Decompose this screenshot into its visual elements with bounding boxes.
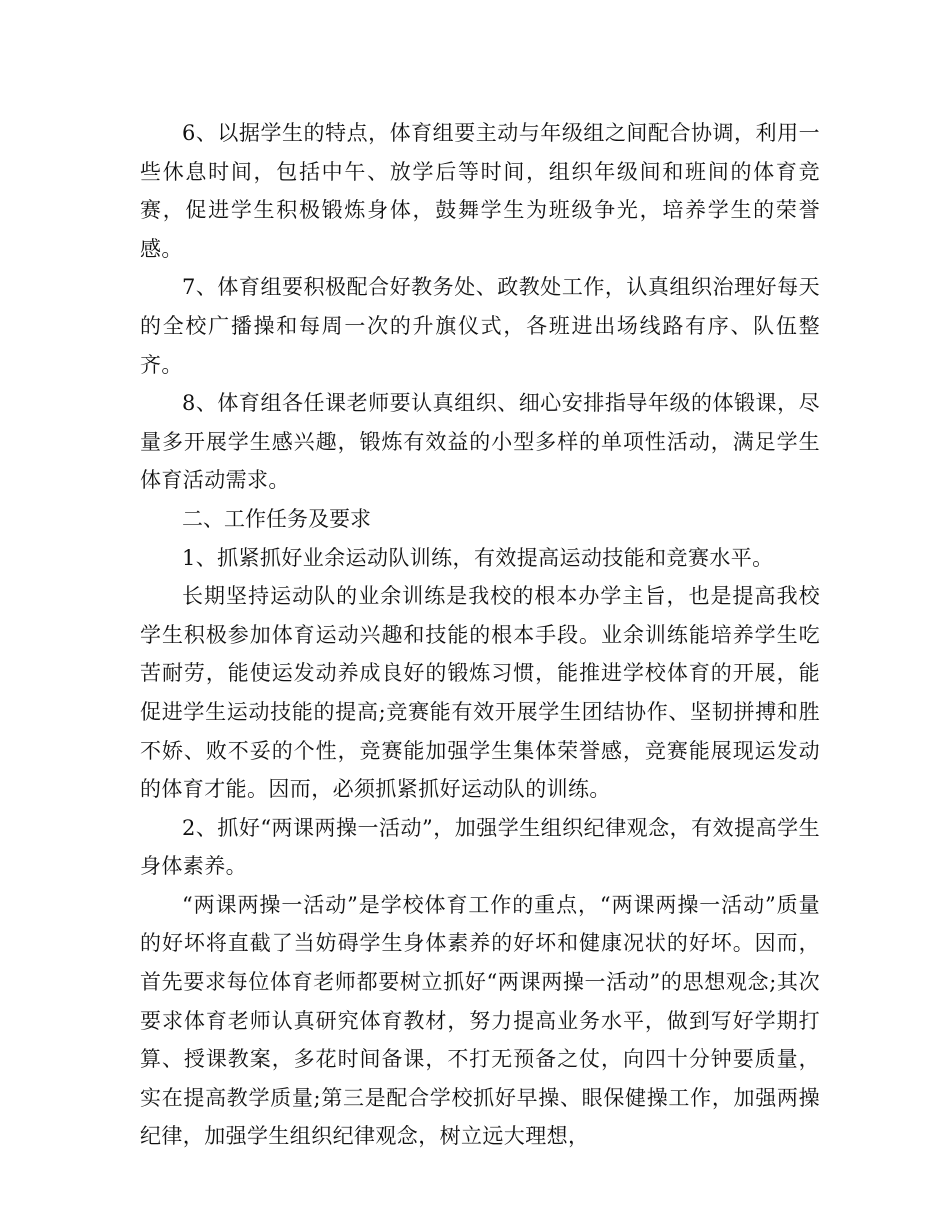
document-body: [140, 114, 820, 1156]
paragraph-item-8: 8、体育组各任课老师要认真组织、细心安排指导年级的体锻课，尽量多开展学生感兴趣，锻炼有效益的小型多样的单项性活动，满足学生体育活动需求。: [140, 391, 820, 493]
task-item-1: 1、抓紧抓好业余运动队训练，有效提高运动技能和竞赛水平。: [182, 545, 774, 570]
task-item-2-description: “两课两操一活动”是学校体育工作的重点，“两课两操一活动”质量的好坏将直截了当妨碍学生身体素养的好坏和健康况状的好坏。因而，首先要求每位体育老师都要树立抓好“两课两操一活动”的思想观念;其次要求体育老师认真研究体育教材，努力提高业务水平，做到写好学期打算、授课教案，多花时间备课，不打无预备之仗，向四十分钟要质量，实在提高教学质量;第三是配合学校抓好早操、眼保健操工作，加强两操纪律，加强学生组织纪律观念，树立远大理想，: [140, 892, 820, 1149]
paragraph-item-6: 6、以据学生的特点，体育组要主动与年级组之间配合协调，利用一些休息时间，包括中午、放学后等时间，组织年级间和班间的体育竞赛，促进学生积极锻炼身体，鼓舞学生为班级争光，培养学生的荣誉感。: [140, 121, 820, 261]
section-heading: 二、工作任务及要求: [182, 506, 371, 531]
task-item-2: 2、抓好“两课两操一活动”，加强学生组织纪律观念，有效提高学生身体素养。: [140, 815, 820, 879]
paragraph-item-7: 7、体育组要积极配合好教务处、政教处工作，认真组织治理好每天的全校广播操和每周一次的升旗仪式，各班进出场线路有序、队伍整齐。: [140, 275, 820, 377]
task-item-1-description: 长期坚持运动队的业余训练是我校的根本办学主旨，也是提高我校学生积极参加体育运动兴趣和技能的根本手段。业余训练能培养学生吃苦耐劳，能使运发动养成良好的锻炼习惯，能推进学校体育的开展，能促进学生运动技能的提高;竞赛能有效开展学生团结协作、坚韧拼搏和胜不娇、败不妥的个性，竞赛能加强学生集体荣誉感，竞赛能展现运发动的体育才能。因而，必须抓紧抓好运动队的训练。: [140, 584, 820, 802]
